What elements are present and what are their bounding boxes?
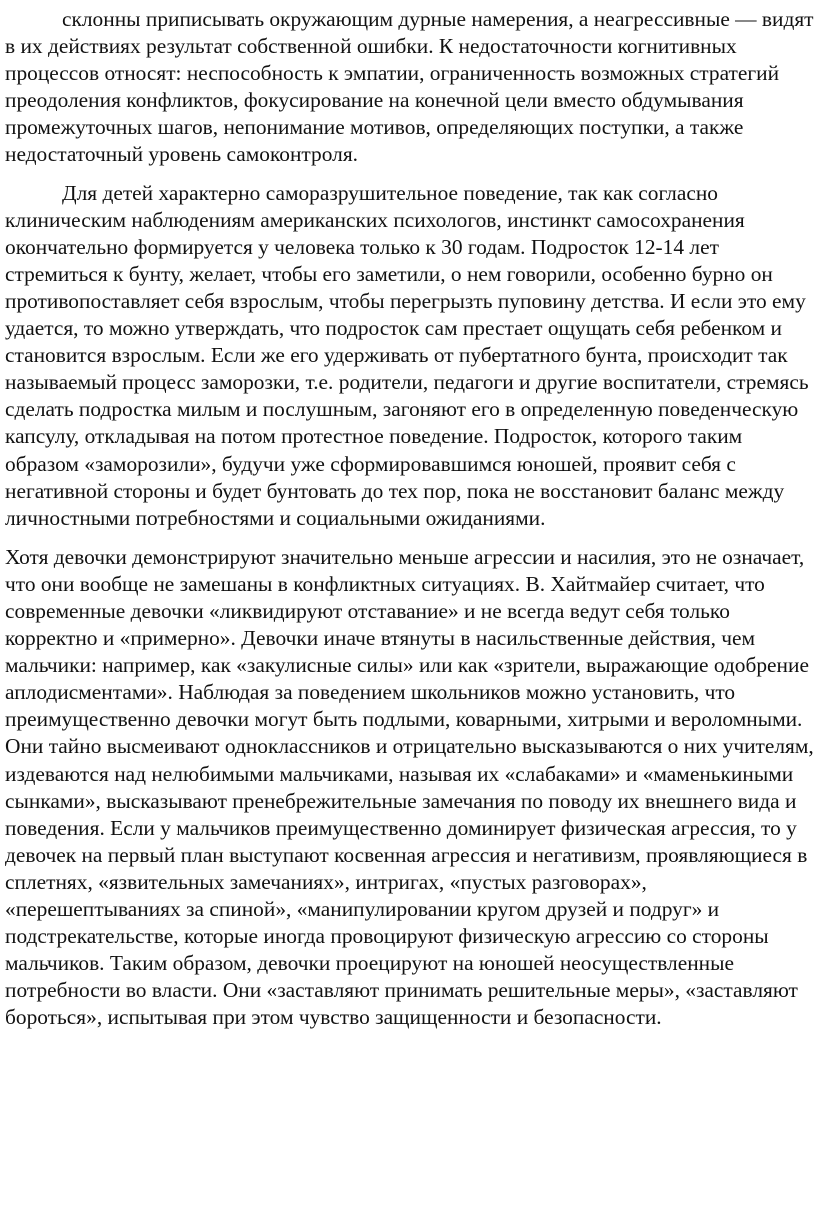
paragraph-self-destructive-behavior: Для детей характерно саморазрушительное поведение, так как согласно клиническим наблюдениям американских психологов, инстинкт самосохранения окончательно формируется у человека только к 30 годам. Подросток 12-14 лет стремиться к бунту, желает, чтобы его заметили, о нем говорили, особенно бурно он противопоставляет себя взрослым, чтобы перегрызть пуповину детства. И если это ему удается, то можно утверждать, что подросток сам престает ощущать себя ребенком и становится взрослым. Если же его удерживать от пубертатного бунта, происходит так называемый процесс заморозки, т.е. родители, педагоги и другие воспитатели, стремясь сделать подростка милым и послушным, загоняют его в определенную поведенческую капсулу, откладывая на потом протестное поведение. Подросток, которого таким образом «заморозили», будучи уже сформировавшимся юношей, проявит себя с негативной стороны и будет бунтовать до тех пор, пока не восстановит баланс между личностными потребностями и социальными ожиданиями.	[5, 180, 809, 530]
paragraph-continuation: склонны приписывать окружающим дурные намерения, а неагрессивные — видят в их действиях результат собственной ошибки. К недостаточности когнитивных процессов относят: неспособность к эмпатии, ограниченность возможных стратегий преодоления конфликтов, фокусирование на конечной цели вместо обдумывания промежуточных шагов, непонимание мотивов, определяющих поступки, а также недостаточный уровень самоконтроля.	[5, 7, 814, 167]
paragraph-girls-aggression: Хотя девочки демонстрируют значительно меньше агрессии и насилия, это не означает, что они вообще не замешаны в конфликтных ситуациях. В. Хайтмайер считает, что современные девочки «ликвидируют отставание» и не всегда ведут себя только корректно и «примерно». Девочки иначе втянуты в насильственные действия, чем мальчики: например, как «закулисные силы» или как «зрители, выражающие одобрение аплодисментами». Наблюдая за поведением школьников можно установить, что преимущественно девочки могут быть подлыми, коварными, хитрыми и вероломными. Они тайно высмеивают одноклассников и отрицательно высказываются о них учителям, издеваются над нелюбимыми мальчиками, называя их «слабаками» и «маменькиными сынками», высказывают пренебрежительные замечания по поводу их внешнего вида и поведения. Если у мальчиков преимущественно доминирует физическая агрессия, то у девочек на первый план выступают косвенная агрессия и негативизм, проявляющиеся в сплетнях, «язвительных замечаниях», интригах, «пустых разговорах», «перешептываниях за спиной», «манипулировании кругом друзей и подруг» и подстрекательстве, которые иногда провоцируют физическую агрессию со стороны мальчиков. Таким образом, девочки проецируют на юношей неосуществленные потребности во власти. Они «заставляют принимать решительные меры», «заставляют бороться», испытывая при этом чувство защищенности и безопасности.	[5, 544, 814, 1030]
